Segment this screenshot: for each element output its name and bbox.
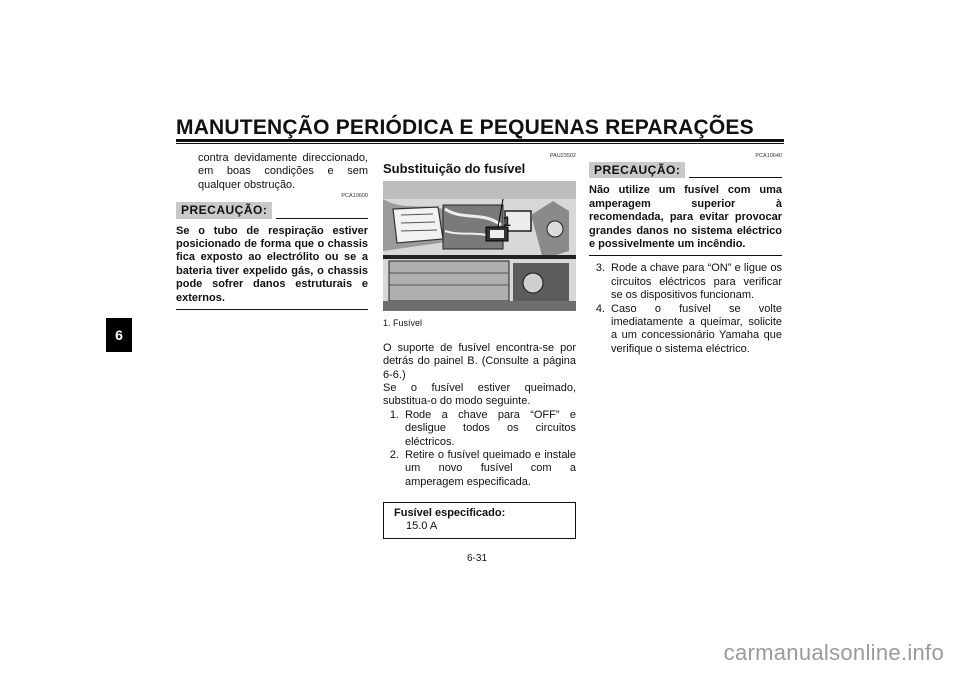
spec-value: 15.0 A	[406, 520, 438, 533]
watermark[interactable]: carmanualsonline.info	[723, 640, 944, 665]
fuse-figure	[383, 181, 576, 311]
chapter-tab[interactable]: 6	[106, 318, 132, 352]
fuse-spec-box	[383, 502, 576, 539]
caution-label: PRECAUÇÃO:	[589, 162, 685, 178]
page-title: MANUTENÇÃO PERIÓDICA E PEQUENAS REPARAÇÕES	[176, 116, 754, 139]
caution-text: Se o tubo de respiração estiver posicionado de forma que o chassis fica exposto ao electrólito ou se a bateria tiver expelido gás, o chassis pode sofrer danos estruturais e externos.	[176, 219, 368, 310]
fuse-photo-illustration	[383, 181, 576, 311]
caution-divider	[689, 177, 782, 178]
caution-code: PCA10640	[755, 153, 782, 159]
spec-label: Fusível especificado:	[394, 507, 506, 520]
paragraph-fuse-replace: Se o fusível estiver queimado, substitua-o do modo seguinte.	[383, 382, 576, 408]
column-1	[176, 152, 368, 310]
caution-label: PRECAUÇÃO:	[176, 202, 272, 218]
caution-header	[589, 162, 782, 178]
caution-text: Não utilize um fusível com uma amperagem superior à recomendada, para evitar provocar grandes danos no sistema eléctrico e possivelmente um incêndio.	[589, 178, 782, 256]
column-3	[589, 152, 782, 356]
caution-code: PCA10600	[341, 193, 368, 200]
column-2	[383, 152, 576, 539]
page-number: 6-31	[467, 553, 488, 564]
step-number: 3.	[595, 262, 605, 275]
figure-caption: 1. Fusível	[383, 318, 423, 329]
paragraph-fuse-location: O suporte de fusível encontra-se por detrás do painel B. (Consulte a página 6-6.)	[383, 341, 576, 381]
step-number: 2.	[389, 449, 399, 462]
step-3	[589, 262, 782, 302]
step-4	[589, 303, 782, 357]
section-title: Substituição do fusível	[383, 161, 526, 176]
caution-header	[176, 202, 368, 218]
step-number: 1.	[389, 408, 399, 421]
figure-callout-1: 1	[503, 213, 511, 230]
intro-text: contra devidamente direccionado, em boas condições e sem qualquer obstrução.	[198, 152, 368, 191]
step-text: Rode a chave para “ON” e ligue os circuitos eléctricos para verificar se os dispositivos funcionam.	[611, 262, 782, 302]
step-2	[383, 449, 576, 489]
section-code: PAU23502	[549, 153, 576, 159]
title-rule	[176, 139, 784, 142]
step-text: Caso o fusível se volte imediatamente a queimar, solicite a um concessionário Yamaha que verifique o sistema eléctrico.	[611, 302, 782, 355]
title-rule-thin	[176, 143, 784, 144]
step-number: 4.	[595, 302, 605, 315]
caution-divider	[276, 218, 368, 219]
step-1	[383, 409, 576, 449]
step-text: Retire o fusível queimado e instale um novo fusível com a amperagem especificada.	[405, 449, 576, 488]
step-text: Rode a chave para “OFF” e desligue todos os circuitos eléctricos.	[405, 408, 576, 448]
